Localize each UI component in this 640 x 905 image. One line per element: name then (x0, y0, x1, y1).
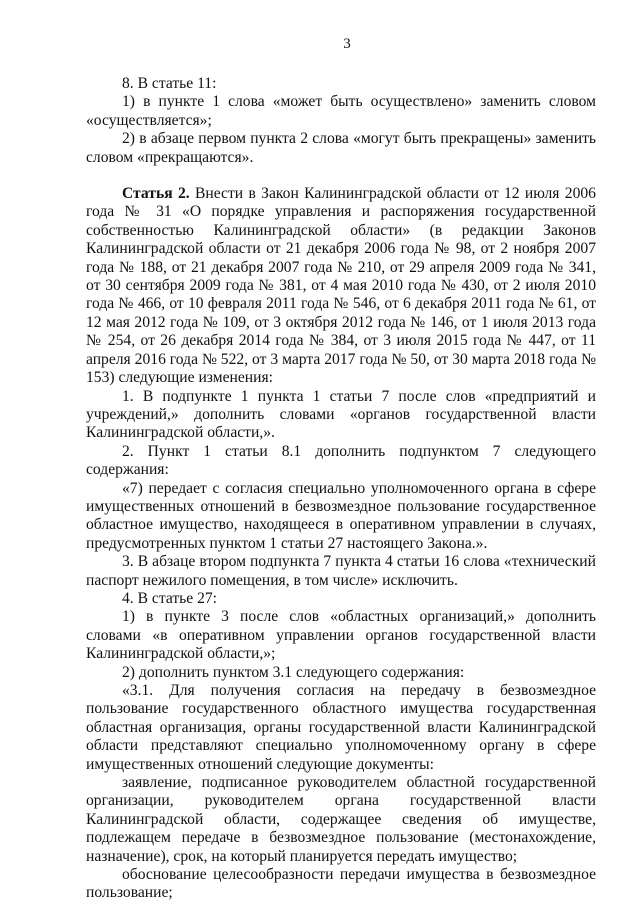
paragraph-application: заявление, подписанное руководителем областной государственной организации, руководителем органа государственной власти Калининградской области, содержащее сведения об имуществе, подлежащем передаче в безвозмездное пользование (местонахождение, назначение), срок, на который планируется передать имущество; (86, 774, 596, 865)
page-number: 3 (343, 36, 351, 52)
paragraph-change-1: 1. В подпункте 1 пункта 1 статьи 7 после слов «предприятий и учреждений,» дополнить словами «органов государственной власти Калининградской области,». (86, 387, 596, 442)
paragraph-article-11-item-1: 1) в пункте 1 слова «может быть осуществлено» заменить словом «осуществляется»; (86, 93, 596, 129)
paragraph-change-4: 4. В статье 27: (122, 589, 218, 607)
paragraph-justification: обоснование целесообразности передачи имущества в безвозмездное пользование; (86, 866, 596, 902)
paragraph-article-11-heading: 8. В статье 11: (122, 75, 217, 92)
paragraph-point-3-1: «3.1. Для получения согласия на передачу в безвозмездное пользование государственного областного имущества государственная областная организация, органы государственной власти Калининградской области представляют специально уполномоченному органу в сфере имущественных отношений следующие документы: (86, 682, 596, 773)
paragraph-change-4-item-1: 1) в пункте 3 после слов «областных организаций,» дополнить словами «в оперативном управлении органов государственной власти Калининградской области,»; (86, 608, 596, 663)
article-2-heading: Статья 2. (122, 185, 190, 203)
article-2-text: Внести в Закон Калининградской области от 12 июля 2006 года № 31 «О порядке управления и распоряжения государственной собственностью Калининградской области» (в редакции Законов Калининградской области от 21 декабря 2006 года № 98, от 2 ноября 2007 года № 188, от 21 декабря 2007 года № 210, от 29 апреля 2009 года № 341, от 30 сентября 2009 года № 381, от 4 мая 2010 года № 430, от 2 июля 2010 года № 466, от 10 февраля 2011 года № 546, от 6 декабря 2011 года № 61, от 12 мая 2012 года № 109, от 3 октября 2012 года № 146, от 1 июля 2013 года № 254, от 26 декабря 2014 года № 384, от 3 июля 2015 года № 447, от 11 апреля 2016 года № 522, от 3 марта 2017 года № 50, от 30 марта 2018 года № 153) следующие изменения: (86, 185, 596, 387)
paragraph-article-11-item-2: 2) в абзаце первом пункта 2 слова «могут быть прекращены» заменить словом «прекращаются». (86, 130, 596, 166)
paragraph-change-3: 3. В абзаце втором подпункта 7 пункта 4 статьи 16 слова «технический паспорт нежилого помещения, в том числе» исключить. (86, 553, 596, 589)
paragraph-article-2 (86, 185, 596, 387)
paragraph-change-4-item-2: 2) дополнить пунктом 3.1 следующего содержания: (122, 663, 465, 681)
paragraph-subitem-7: «7) передает с согласия специально уполномоченного органа в сфере имущественных отношений в безвозмездное пользование государственное областное имущество, находящееся в оперативном управлении в случаях, предусмотренных пунктом 1 статьи 27 настоящего Закона.». (86, 479, 596, 552)
paragraph-change-2: 2. Пункт 1 статьи 8.1 дополнить подпунктом 7 следующего содержания: (86, 442, 596, 479)
